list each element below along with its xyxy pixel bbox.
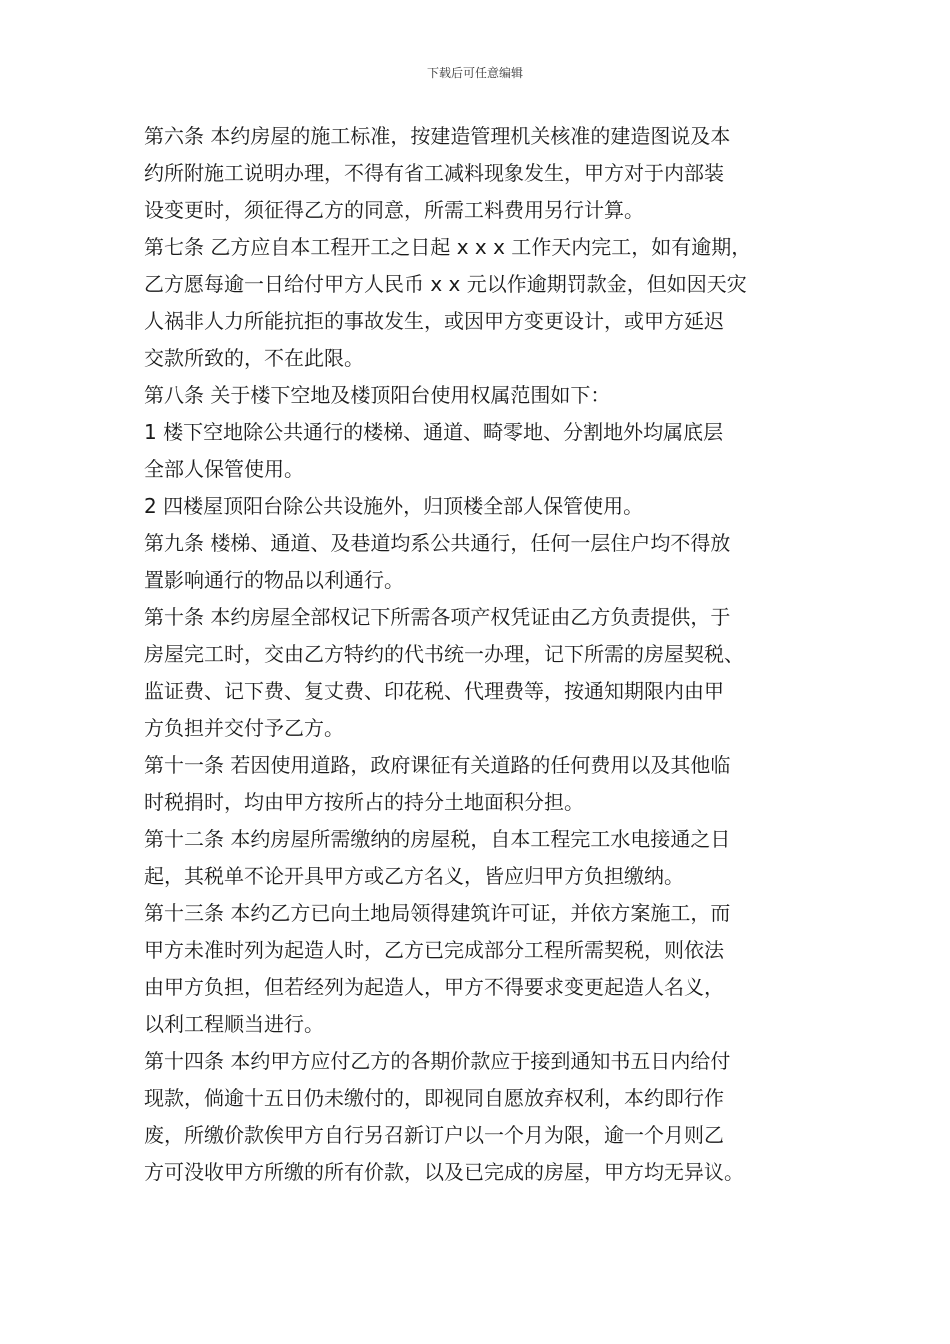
article-paragraph	[144, 895, 834, 1043]
text-line: 置影响通行的物品以利通行。	[144, 568, 404, 592]
article-paragraph	[144, 229, 834, 377]
text-line: 废，所缴价款俟甲方自行另召新订户以一个月为限，逾一个月则乙	[144, 1123, 724, 1147]
text-line: 由甲方负担，但若经列为起造人，甲方不得要求变更起造人名义，	[144, 975, 724, 999]
article-paragraph	[144, 377, 834, 414]
text-line: 第十二条 本约房屋所需缴纳的房屋税，自本工程完工水电接通之日	[144, 827, 731, 851]
article-paragraph	[144, 821, 834, 895]
text-line: 甲方未准时列为起造人时，乙方已完成部分工程所需契税，则依法	[144, 938, 724, 962]
article-paragraph	[144, 599, 834, 747]
text-line: 人祸非人力所能抗拒的事故发生，或因甲方变更设计，或甲方延迟	[144, 309, 724, 333]
text-line: 方可没收甲方所缴的所有价款，以及已完成的房屋，甲方均无异议。	[144, 1160, 744, 1184]
text-line: 时税捐时，均由甲方按所占的持分土地面积分担。	[144, 790, 584, 814]
text-line: 以利工程顺当进行。	[144, 1012, 324, 1036]
text-line: 2 四楼屋顶阳台除公共设施外，归顶楼全部人保管使用。	[144, 494, 644, 518]
text-line: 交款所致的，不在此限。	[144, 346, 364, 370]
text-line: 第十四条 本约甲方应付乙方的各期价款应于接到通知书五日内给付	[144, 1049, 731, 1073]
text-line: 起，其税单不论开具甲方或乙方名义，皆应归甲方负担缴纳。	[144, 864, 684, 888]
article-paragraph	[144, 414, 834, 488]
text-line: 方负担并交付予乙方。	[144, 716, 344, 740]
article-paragraph	[144, 525, 834, 599]
text-line: 第十三条 本约乙方已向土地局领得建筑许可证，并依方案施工，而	[144, 901, 731, 925]
text-line: 1 楼下空地除公共通行的楼梯、通道、畸零地、分割地外均属底层	[144, 420, 724, 444]
article-paragraph	[144, 747, 834, 821]
text-line: 乙方愿每逾一日给付甲方人民币 x x 元以作逾期罚款金，但如因天灾	[144, 272, 747, 296]
article-paragraph	[144, 118, 834, 229]
text-line: 第八条 关于楼下空地及楼顶阳台使用权属范围如下：	[144, 383, 611, 407]
text-line: 现款，倘逾十五日仍未缴付的，即视同自愿放弃权利，本约即行作	[144, 1086, 724, 1110]
article-paragraph	[144, 488, 834, 525]
article-paragraph	[144, 1043, 834, 1191]
text-line: 监证费、记下费、复丈费、印花税、代理费等，按通知期限内由甲	[144, 679, 724, 703]
text-line: 房屋完工时，交由乙方特约的代书统一办理，记下所需的房屋契税、	[144, 642, 744, 666]
text-line: 第十条 本约房屋全部权记下所需各项产权凭证由乙方负责提供，于	[144, 605, 731, 629]
page-header: 下载后可任意编辑	[426, 66, 523, 80]
document-body	[144, 118, 834, 1191]
text-line: 设变更时，须征得乙方的同意，所需工料费用另行计算。	[144, 198, 644, 222]
text-line: 第七条 乙方应自本工程开工之日起 x x x 工作天内完工，如有逾期，	[144, 235, 752, 259]
text-line: 第六条 本约房屋的施工标准，按建造管理机关核准的建造图说及本	[144, 124, 731, 148]
text-line: 第九条 楼梯、通道、及巷道均系公共通行，任何一层住户均不得放	[144, 531, 731, 555]
text-line: 约所附施工说明办理，不得有省工减料现象发生，甲方对于内部装	[144, 161, 724, 185]
text-line: 全部人保管使用。	[144, 457, 304, 481]
text-line: 第十一条 若因使用道路，政府课征有关道路的任何费用以及其他临	[144, 753, 731, 777]
